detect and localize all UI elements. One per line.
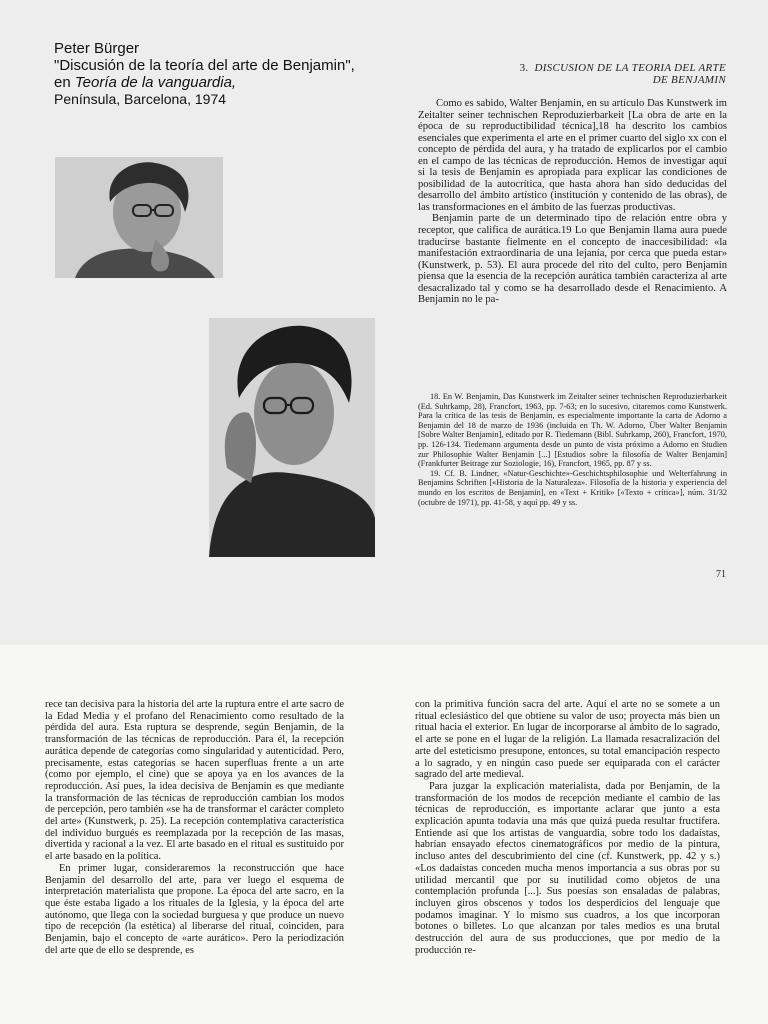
body-column-right <box>415 699 720 956</box>
portrait-photo-older-man <box>55 157 223 278</box>
citation-author: Peter Bürger <box>54 40 140 57</box>
paragraph: Para juzgar la explicación materialista, dada por Benjamin, de la transformación de los modos de recepción mediante el cambio de las técnicas de reproducción, es importante aclarar que junto a esta explicación apunta todavía una más que quizá pueda resultar fructífera. Entiende así que los artistas de vanguardia, sobre todo los dadaístas, habrían ensayado efectos cinematográficos por medio de la pintura, incluso antes del descubrimiento del cine (cf. Kunstwerk, pp. 42 y s.) «Los dadaístas conceden mucha menos importancia a sus obras por su utilidad mercantil que por su inutilidad como objetos de una contemplación profunda [...]. Sus poesías son ensaladas de palabras, incluyen giros obscenos y todos los desperdicios del lenguaje que podamos imaginar. Y lo mismo sus cuadros, a los que incorporan botones o billetes. Lo que alcanzan por tales medios es una brutal destrucción del aura de sus producciones, que por medio de la producción re- <box>415 780 720 956</box>
paragraph: Benjamin parte de un determinado tipo de relación entre obra y receptor, que califica de aurática.19 Lo que Benjamin llama aura puede traducirse bastante fielmente en el concepto de inaccesibilidad: «la manifestación extraordinaria de una lejanía, por cerca que pueda estar» (Kunstwerk, p. 53). El aura procede del rito del culto, pero Benjamin piensa que la esencia de la recepción aurática también caracteriza al arte desacralizado tal y como se ha desarrollado desde el Renacimiento. A Benjamin no le pa- <box>418 213 727 306</box>
section-title-line2: DE BENJAMIN <box>652 74 726 86</box>
portrait-photo-walter-benjamin <box>209 318 375 557</box>
citation-header <box>54 40 404 108</box>
section-number: 3. <box>519 62 529 74</box>
section-heading <box>470 62 726 86</box>
footnote-18: 18. En W. Benjamin, Das Kunstwerk im Zeitalter seiner technischen Reproduzierbarkeit (Ed. Suhrkamp, 28), Francfort, 1963, pp. 7-63; en lo sucesivo, citaremos como Kunstwerk. Para la crítica de las tesis de Benjamin, es especialmente importante la carta de Adorno a Benjamin del 18 de marzo de 1936 (incluida en Th. W. Adorno, Über Walter Benjamin [Sobre Walter Benjamin], editado por R. Tiedemann (Bibl. Suhrkamp, 260), Francfort, 1970, pp. 126-134. Tiedemann argumenta desde un punto de vista próximo a Adorno en Studien zur Philosophie Walter Benjamin [...] [Estudios sobre la filosofía de Walter Benjamin] (Frankfurter Beitrage zur Soziologie, 16), Francfort, 1965, pp. 87 y ss. <box>418 392 727 469</box>
paragraph: En primer lugar, consideraremos la reconstrucción que hace Benjamin del desarrollo del arte, para ver luego el esquema de interpretación materialista que propone. La época del arte sacro, en la que éste estaba ligado a los rituales de la Iglesia, y la época del arte autónomo, que llega con la sociedad burguesa y que produce un nuevo tipo de recepción (la estética) al liberarse del ritual, coinciden, para Benjamin, bajo el concepto de «arte aurático». Pero la periodización del arte que de ello se desprende, es <box>45 862 344 956</box>
citation-source <box>54 74 404 91</box>
body-column-left <box>45 699 344 956</box>
body-column-page71 <box>418 98 727 306</box>
paragraph: con la primitiva función sacra del arte. Aquí el arte no se somete a un ritual eclesiástico del que obtiene su valor de uso; proyecta más bien un ritual hacia el exterior. En lugar de incorporarse al ámbito de lo sagrado, el arte se pone en el lugar de la religión. La llamada resacralización del arte del esteticismo presupone, entonces, su total emancipación respecto a lo sagrado, y en ningún caso puede ser equiparada con el carácter sagrado del arte medieval. <box>415 699 720 781</box>
citation-title: "Discusión de la teoría del arte de Benjamin", <box>54 57 355 74</box>
citation-source-title: Teoría de la vanguardia, <box>74 74 237 91</box>
footnote-19: 19. Cf. B. Lindner, «Natur-Geschichte»-Geschichtsphilosophie und Welterfahrung in Benjamins Schriften [«Historia de la Naturaleza». Filosofía de la historia y experiencia del mundo en los escritos de Benjamin], en «Text + Kritik» [«Texto + crítica»], núm. 31/32 (octubre de 1971), pp. 41-58, y aquí pp. 49 y ss. <box>418 468 727 507</box>
citation-source-prefix: en <box>54 74 75 91</box>
paragraph: rece tan decisiva para la historia del arte la ruptura entre el arte sacro de la Edad Media y el profano del Renacimiento como resultado de la pérdida del aura. Esta ruptura se desprende, según Benjamin, de la transformación de las técnicas de reproducción. Para él, la recepción aurática depende de categorías como singularidad y autenticidad. Pero, precisamente, estas categorías se hacen superfluas frente a un arte (como por ejemplo, el cine) que se apoya ya en los avances de la reproducción. Así pues, la idea decisiva de Benjamin es que mediante la transformación de las técnicas de reproducción cambian los modos de percepción, pero también «se ha de transformar el carácter completo del arte» (Kunstwerk, p. 25). La recepción contemplativa característica del individuo burgués es reemplazada por la recepción de las masas, divertida y racional a la vez. El arte basado en el ritual es sustituido por el arte basado en la política. <box>45 699 344 863</box>
citation-publisher: Península, Barcelona, 1974 <box>54 91 227 107</box>
footnotes <box>418 392 727 507</box>
page-number: 71 <box>716 569 726 580</box>
paragraph: Como es sabido, Walter Benjamin, en su artículo Das Kunstwerk im Zeitalter seiner technischen Reproduzierbarkeit [La obra de arte en la época de su reproductibilidad técnica],18 ha descrito los cambios esenciales que experimenta el arte en el primer cuarto del siglo xx con el concepto de pérdida del aura, y ha tratado de explicarlos por el cambio en el campo de las técnicas de reproducción. Hemos de investigar aquí si la tesis de Benjamin es apropiada para explicar las condiciones de posibilidad de la autocrítica, que hasta ahora han sido deducidas del desarrollo del ámbito artístico (institución y contenido de las obras), de las transformaciones en el ámbito de las fuerzas productivas. <box>418 98 727 213</box>
section-title-line1: DISCUSION DE LA TEORIA DEL ARTE <box>534 62 726 74</box>
